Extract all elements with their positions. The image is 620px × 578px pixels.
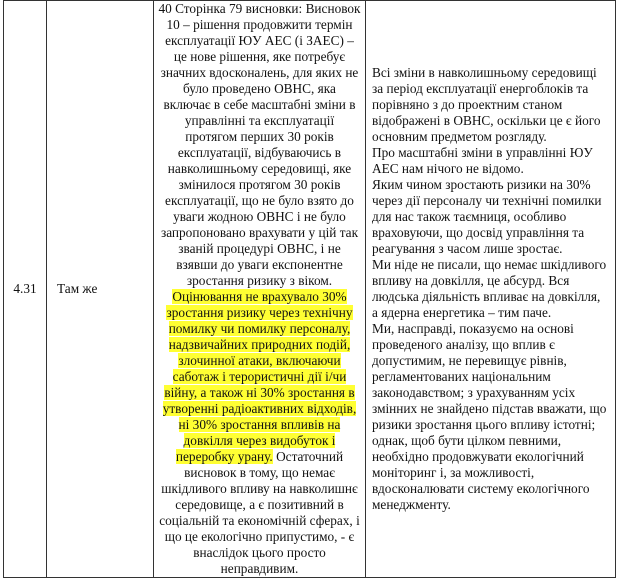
response-paragraph-5: Ми, насправді, показуємо на основі проведеного аналізу, що вплив є допустимим, не перевищує рівнів, регламентованих національним законодавством; з урахуванням усіх змінних не знайдено підстав вважати, що ризики зростання цього впливу істотні; однак, щоб бути цілком певними, необхідно продовжувати екологічний моніторинг і, за можливості, вдосконалювати систему екологічного менеджменту. (372, 321, 607, 512)
response-paragraph-1: Всі зміни в навколишньому середовищі за період експлуатації енергоблоків та порівняно з до проектним станом відображені в ОВНС, оскільки це є його основним предметом розгляду. (372, 65, 601, 144)
response-paragraph-3: Яким чином зростають ризики на 30% через дії персоналу чи технічні помилки для нас також таємниця, особливо враховуючи, що досвід управління та реагування з часом лише зростає. (372, 177, 602, 256)
source-reference: Там же (47, 1, 154, 578)
row-number: 4.31 (4, 1, 47, 578)
comment-cell (154, 1, 366, 578)
table-row (4, 1, 616, 578)
comment-part-2: Остаточний висновок в тому, що немає шкідливого впливу на навколишнє середовище, а є позитивний в соціальній та економічній сферах, і що це екологічно припустимо, - є внаслідок цього просто неправдивим. (159, 449, 360, 576)
comment-highlighted: Оцінювання не врахувало 30% зростання ризику через технічну помилку чи помилку персоналу, надзвичайних природних подій, злочинної атаки, включаючи саботаж і терористичні дії і/чи війну, а також ні 30% зростання в утворенні радіоактивних відходів, ні 30% зростання впливів на довкілля через видобуток і переробку урану. (162, 289, 357, 464)
comment-part-1: 40 Сторінка 79 висновки: Висновок 10 – рішення продовжити термін експлуатації ЮУ АЕС (і ЗАЕС) – це нове рішення, яке потребує значних вдосконалень, для яких не було проведено ОВНС, яка включає в себе масштабні зміни в управлінні та експлуатації протягом перших 30 років експлуатації, відбуваючись в навколишньому середовищі, яке змінилося протягом 30 років експлуатації, що не було взято до уваги жодною ОВНС і не було запропоновано врахувати у цій так званій процедурі ОВНС, і не взявши до уваги експонентне зростання ризику з віком. (158, 1, 361, 288)
response-cell (366, 1, 616, 578)
response-paragraph-2: Про масштабні зміни в управлінні ЮУ АЕС нам нічого не відомо. (372, 145, 593, 176)
comments-table (3, 0, 616, 578)
comment-text (158, 1, 361, 577)
response-paragraph-4: Ми ніде не писали, що немає шкідливого впливу на довкілля, це абсурд. Вся людська діяльність впливає на довкілля, а ядерна енергетика – тим паче. (372, 257, 607, 320)
